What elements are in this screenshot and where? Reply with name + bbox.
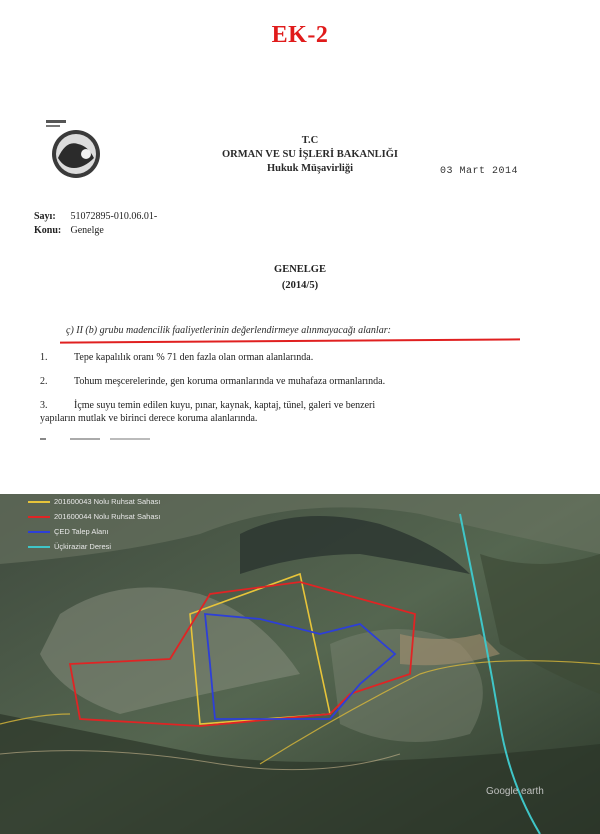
- legend-swatch: [28, 546, 50, 548]
- item-text: Tepe kapalılık oranı % 71 den fazla olan orman alanlarında.: [74, 352, 314, 363]
- red-underline: [60, 338, 520, 343]
- legend-item: [28, 541, 160, 556]
- konu-value: Genelge: [70, 225, 104, 236]
- item-number: 3.: [40, 400, 48, 411]
- legend-item: [28, 496, 160, 511]
- list-item: [40, 350, 560, 365]
- legend-label: 201600044 Nolu Ruhsat Sahası: [54, 512, 161, 521]
- sayi-value: 51072895-010.06.01-: [70, 211, 158, 222]
- clause-heading: ç) II (b) grubu madencilik faaliyetlerinin değerlendirmeye alınmayacağı alanlar:: [66, 325, 391, 336]
- legend-label: Üçkiraziar Deresi: [54, 542, 112, 551]
- cutoff-text-fragment: [40, 436, 200, 442]
- list-item: [40, 374, 560, 389]
- legend-label: ÇED Talep Alanı: [54, 527, 109, 536]
- ministry-logo: [44, 118, 104, 180]
- header-line-tc: T.C: [301, 135, 319, 146]
- konu-label: Konu:: [34, 225, 62, 236]
- sayi-row: [34, 210, 157, 224]
- sayi-label: Sayı:: [34, 211, 56, 222]
- legend-label: 201600043 Nolu Ruhsat Sahası: [54, 497, 161, 506]
- legend-item: [28, 511, 160, 526]
- item-text: Tohum meşcerelerinde, gen koruma ormanlarında ve muhafaza ormanlarında.: [74, 376, 386, 387]
- circular-title-text: GENELGE: [274, 264, 326, 275]
- item-number: 2.: [40, 376, 48, 387]
- legend-swatch: [28, 516, 50, 518]
- annex-label: EK-2: [271, 22, 329, 48]
- header-line-ministry: ORMAN VE SU İŞLERİ BAKANLIĞI: [221, 149, 398, 160]
- document-date: 03 Mart 2014: [440, 166, 519, 177]
- konu-row: [34, 224, 104, 238]
- legend-swatch: [28, 531, 50, 533]
- item-text: İçme suyu temin edilen kuyu, pınar, kaynak, kaptaj, tünel, galeri ve benzeri: [74, 400, 376, 411]
- legend-swatch: [28, 501, 50, 503]
- map-legend: [28, 496, 160, 556]
- legend-item: [28, 526, 160, 541]
- circular-number: (2014/5): [281, 280, 319, 291]
- google-earth-watermark: Google earth: [486, 786, 544, 797]
- ministry-header: [160, 134, 460, 176]
- list-item: [40, 398, 560, 413]
- header-line-department: Hukuk Müşavirliği: [266, 163, 354, 174]
- circular-title: [0, 262, 600, 294]
- item-text-continuation: yapıların mutlak ve birinci derece koruma alanlarında.: [40, 413, 258, 424]
- item-number: 1.: [40, 352, 48, 363]
